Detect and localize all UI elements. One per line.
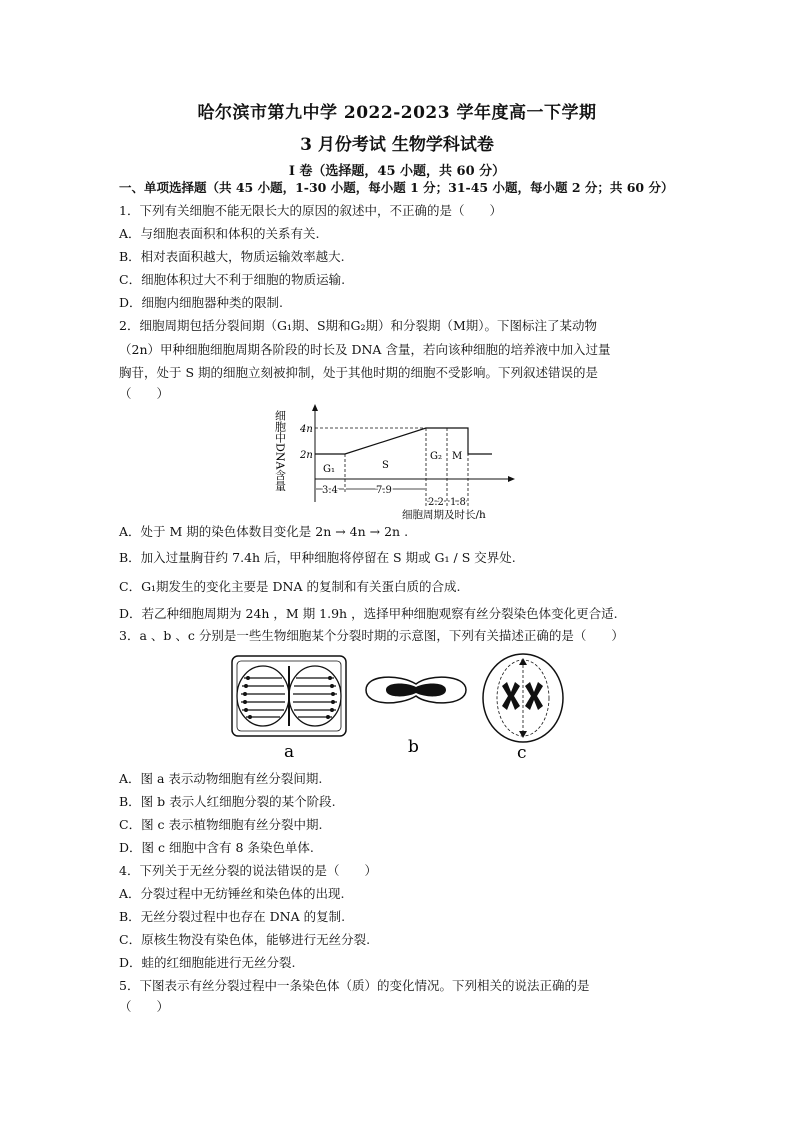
q3-stem: 3．a 、b 、c 分别是一些生物细胞某个分裂时期的示意图，下列有关描述正确的是（ ） [119, 628, 624, 643]
ytick-4n: 4n [300, 424, 313, 435]
x-axis-arrow-icon [508, 476, 515, 482]
label-a: a [284, 742, 295, 762]
dur-label-g2: 2.2 [428, 497, 444, 508]
chart-xlabel: 细胞周期及时长/h [402, 509, 486, 520]
q3-option-b: B．图 b 表示人红细胞分裂的某个阶段. [119, 794, 336, 809]
label-b: b [408, 737, 419, 757]
q1-option-c: C．细胞体积过大不利于细胞的物质运输. [119, 272, 346, 287]
q2-option-d: D．若乙种细胞周期为 24h ，M 期 1.9h ，选择甲种细胞观察有丝分裂染色体变化更合适. [119, 606, 618, 621]
q5-stem: 5．下图表示有丝分裂过程中一条染色体（质）的变化情况。下列相关的说法正确的是 [119, 978, 590, 993]
q1-option-a: A．与细胞表面积和体积的关系有关. [119, 226, 320, 241]
ytick-2n: 2n [300, 450, 313, 461]
dna-curve [315, 428, 492, 454]
q3-option-c: C．图 c 表示植物细胞有丝分裂中期. [119, 817, 323, 832]
exam-title-line2: 3 月份考试 生物学科试卷 [300, 135, 494, 155]
exam-title-line1: 哈尔滨市第九中学 2022-2023 学年度高一下学期 [197, 103, 597, 123]
figure-a-plant-cell [232, 656, 346, 736]
q4-option-a: A．分裂过程中无纺锤丝和染色体的出现. [119, 886, 345, 901]
q3-option-a: A．图 a 表示动物细胞有丝分裂间期. [119, 771, 323, 786]
q2-stem-line1: 2．细胞周期包括分裂间期（G₁期、S期和G₂期）和分裂期（M期）。下图标注了某动物 [119, 318, 598, 333]
phase-label-s: S [382, 460, 389, 471]
dur-label-m: 1.8 [450, 497, 466, 508]
q1-option-d: D．细胞内细胞器种类的限制. [119, 295, 283, 310]
section-heading: 一、单项选择题（共 45 小题，1-30 小题，每小题 1 分；31-45 小题，每小题 2 分；共 60 分） [119, 180, 674, 195]
cell-division-figures [228, 652, 573, 764]
q2-stem-line2: （2n）甲种细胞细胞周期各阶段的时长及 DNA 含量，若向该种细胞的培养液中加入过量 [119, 342, 611, 357]
q1-option-b: B．相对表面积越大，物质运输效率越大. [119, 249, 345, 264]
dur-label-g1: 3.4 [322, 485, 338, 496]
q2-option-c: C．G₁期发生的变化主要是 DNA 的复制和有关蛋白质的合成. [119, 579, 461, 594]
q1-stem: 1．下列有关细胞不能无限长大的原因的叙述中，不正确的是（ ） [119, 203, 502, 218]
dna-cycle-chart [270, 402, 520, 520]
section-volume-title: I 卷（选择题，45 小题，共 60 分） [288, 164, 506, 179]
q2-stem-line4: （ ） [119, 386, 170, 401]
dur-label-s: 7.9 [376, 485, 392, 496]
q2-stem-line3: 胸苷，处于 S 期的细胞立刻被抑制，处于其他时期的细胞不受影响。下列叙述错误的是 [119, 365, 599, 380]
y-axis-arrow-icon [312, 404, 318, 411]
q2-option-b: B．加入过量胸苷约 7.4h 后，甲种细胞将停留在 S 期或 G₁ / S 交界处. [119, 550, 516, 565]
q3-option-d: D．图 c 细胞中含有 8 条染色单体. [119, 840, 314, 855]
q4-option-b: B．无丝分裂过程中也存在 DNA 的复制. [119, 909, 346, 924]
figure-b-amitosis-cell [366, 677, 466, 703]
phase-label-g2: G₂ [430, 451, 442, 462]
q4-option-c: C．原核生物没有染色体，能够进行无丝分裂. [119, 932, 371, 947]
label-c: c [517, 743, 527, 763]
chart-ylabel: 细胞中DNA含量 [273, 410, 287, 492]
q5-stem-line2: （ ） [119, 999, 170, 1014]
q4-stem: 4．下列关于无丝分裂的说法错误的是（ ） [119, 863, 377, 878]
q4-option-d: D．蛙的红细胞能进行无丝分裂. [119, 955, 296, 970]
figure-c-animal-cell [483, 654, 563, 742]
phase-label-g1: G₁ [323, 464, 335, 475]
phase-label-m: M [452, 451, 463, 462]
q2-option-a: A．处于 M 期的染色体数目变化是 2n → 4n → 2n . [119, 524, 409, 539]
